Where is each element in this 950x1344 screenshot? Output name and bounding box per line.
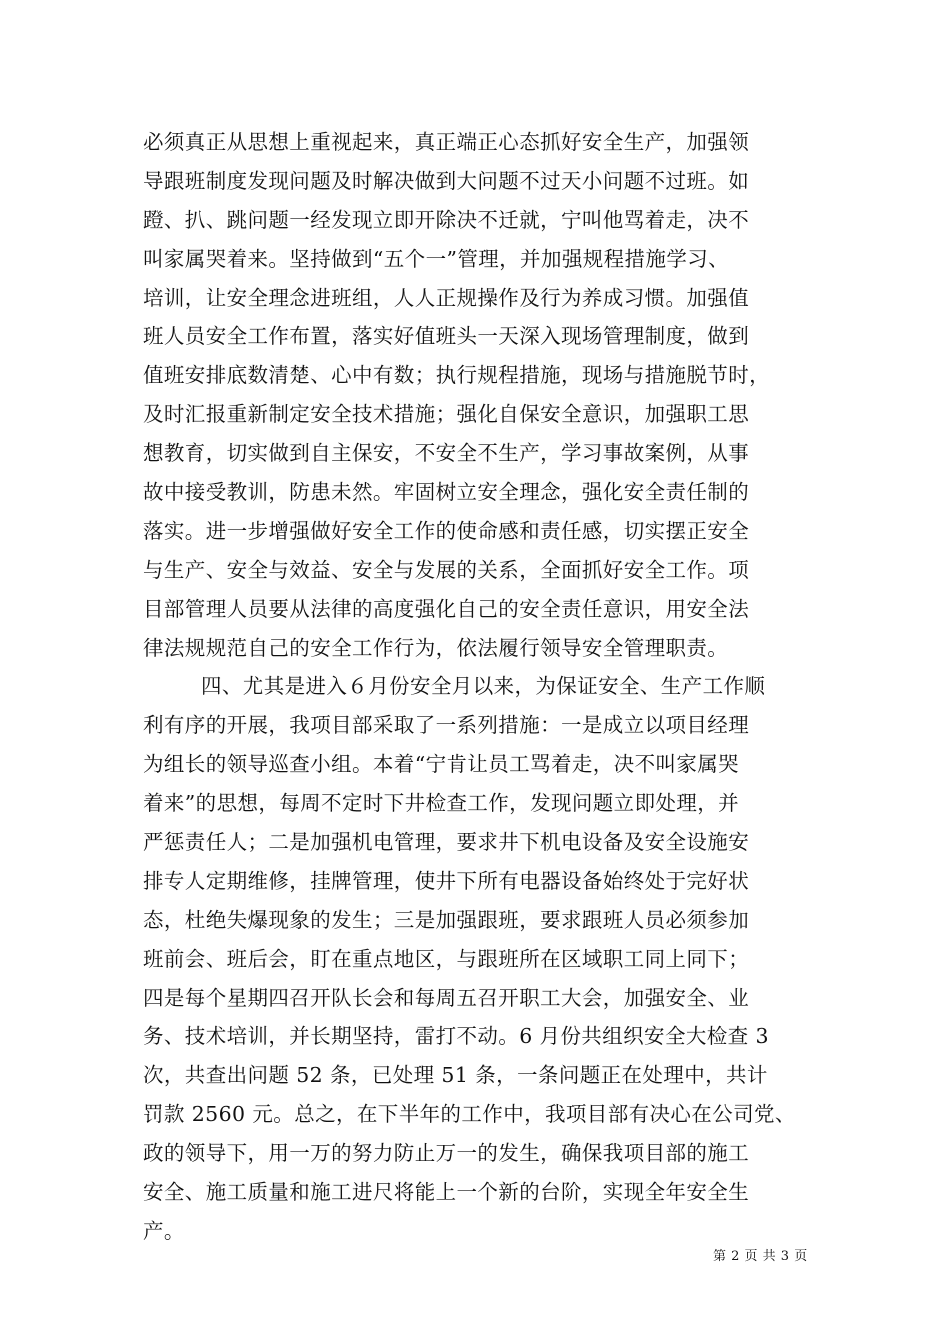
text-line: 四是每个星期四召开队长会和每周五召开职工大会，加强安全、业 (143, 985, 750, 1010)
text-line: 四、尤其是进入６月份安全月以来，为保证安全、生产工作顺 (201, 674, 766, 699)
text-line: 产。 (143, 1218, 185, 1243)
text-line: 着来”的思想，每周不定时下井检查工作，发现问题立即处理，并 (143, 791, 740, 816)
text-line: 态，杜绝失爆现象的发生；三是加强跟班，要求跟班人员必须参加 (143, 907, 750, 932)
text-line: 严惩责任人；二是加强机电管理，要求井下机电设备及安全设施安 (143, 830, 750, 855)
text-line: 务、技术培训，并长期坚持，雷打不动。6 月份共组织安全大检查 3 (143, 1024, 769, 1049)
body-text (143, 123, 813, 1251)
text-line: 培训，让安全理念进班组，人人正规操作及行为养成习惯。加强值 (143, 285, 750, 310)
text-line: 落实。进一步增强做好安全工作的使命感和责任感，切实摆正安全 (143, 518, 750, 543)
text-line: 必须真正从思想上重视起来，真正端正心态抓好安全生产，加强领 (143, 130, 750, 154)
text-line: 利有序的开展，我项目部采取了一系列措施：一是成立以项目经理 (143, 713, 750, 738)
text-line: 罚款 2560 元。总之，在下半年的工作中，我项目部有决心在公司党、 (143, 1102, 796, 1127)
text-line: 次，共查出问题 52 条，已处理 51 条，一条问题正在处理中，共计 (143, 1063, 768, 1088)
text-line: 为组长的领导巡查小组。本着“宁肯让员工骂着走，决不叫家属哭 (143, 752, 740, 777)
text-line: 班前会、班后会，盯在重点地区，与跟班所在区域职工同上同下； (143, 946, 750, 971)
text-line: 蹬、扒、跳问题一经发现立即开除决不迁就，宁叫他骂着走，决不 (143, 207, 750, 232)
page-footer: 第 2 页 共 3 页 (713, 1249, 808, 1264)
text-line: 值班安排底数清楚、心中有数；执行规程措施，现场与措施脱节时， (143, 363, 770, 388)
text-line: 排专人定期维修，挂牌管理，使井下所有电器设备始终处于完好状 (143, 868, 750, 893)
text-line: 律法规规范自己的安全工作行为，依法履行领导安全管理职责。 (143, 635, 729, 660)
text-line: 及时汇报重新制定安全技术措施；强化自保安全意识，加强职工思 (143, 402, 750, 427)
text-line: 故中接受教训，防患未然。牢固树立安全理念，强化安全责任制的 (143, 480, 750, 505)
text-line: 班人员安全工作布置，落实好值班头一天深入现场管理制度，做到 (143, 324, 750, 349)
text-line: 叫家属哭着来。坚持做到“五个一”管理，并加强规程措施学习、 (143, 246, 730, 271)
text-line: 想教育，切实做到自主保安，不安全不生产，学习事故案例，从事 (143, 441, 750, 466)
text-line: 导跟班制度发现问题及时解决做到大问题不过天小问题不过班。如 (143, 168, 750, 193)
text-line: 安全、施工质量和施工进尺将能上一个新的台阶，实现全年安全生 (143, 1180, 750, 1205)
text-line: 目部管理人员要从法律的高度强化自己的安全责任意识，用安全法 (143, 596, 750, 621)
text-line: 政的领导下，用一万的努力防止万一的发生，确保我项目部的施工 (143, 1141, 750, 1166)
text-line: 与生产、安全与效益、安全与发展的关系，全面抓好安全工作。项 (143, 557, 750, 582)
